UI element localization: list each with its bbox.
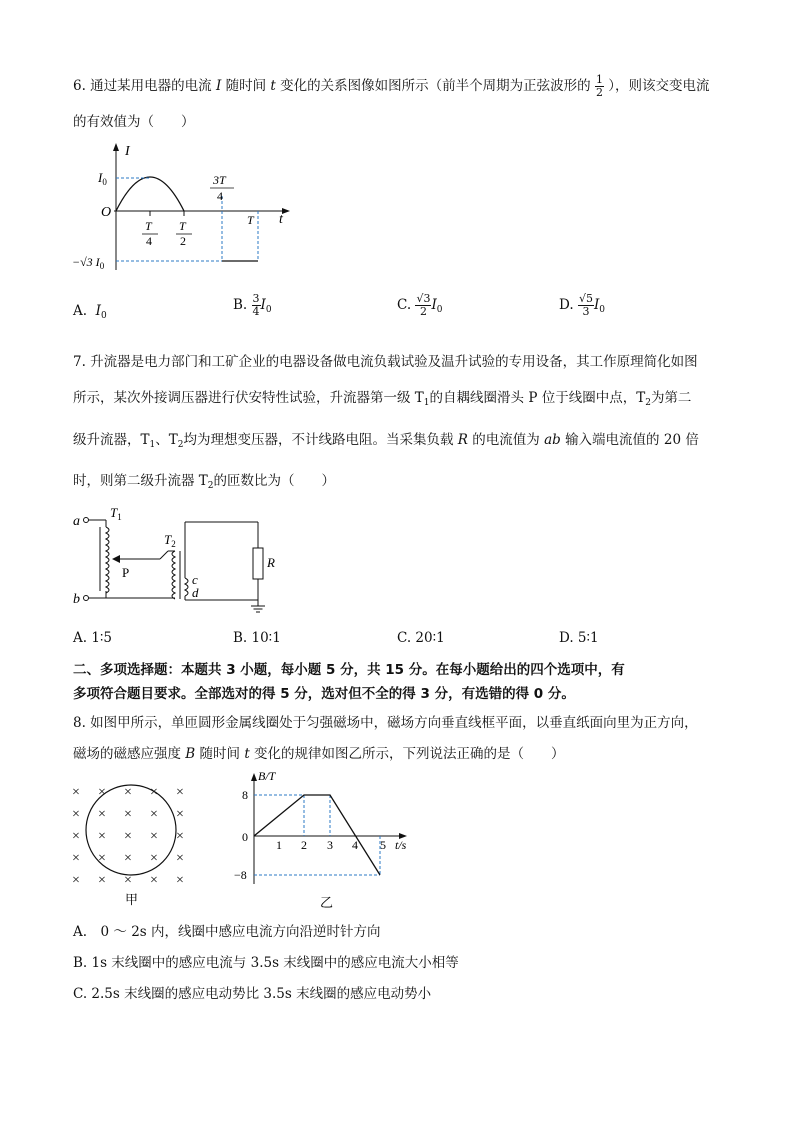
q6-text: ），则该交变电流 xyxy=(608,78,710,94)
q8-magnetic-field-crosses xyxy=(72,785,184,888)
q7-sub: 2 xyxy=(207,481,214,491)
field-cross: × xyxy=(98,807,106,822)
q8-y-arrow xyxy=(251,773,257,781)
q6-option-C-fraction xyxy=(415,293,431,318)
field-cross: × xyxy=(176,785,184,800)
q7-stem-line1: 7. 升流器是电力部门和工矿企业的电器设备做电流负载试验及温升试验的专用设备，其工作原理简化如图 xyxy=(73,354,698,370)
frac-denominator: 2 xyxy=(419,305,427,318)
q8-option-A[interactable]: A. 0 ～ 2s 内，线圈中感应电流方向沿逆时针方向 xyxy=(73,924,381,940)
field-cross: × xyxy=(124,807,132,822)
q7-label-P: P xyxy=(122,565,130,580)
option-sub: 0 xyxy=(100,311,107,321)
q7-sub: 2 xyxy=(177,440,184,450)
q6-origin-label: O xyxy=(101,205,112,220)
q7-label-T1: $T_1$ xyxy=(110,505,122,522)
q7-label-b: b xyxy=(73,592,80,607)
q8-figure-jia xyxy=(68,780,198,910)
field-cross: × xyxy=(150,873,158,888)
q6-stem-line2: 的有效值为（ ） xyxy=(73,114,195,130)
q8-stem-line1: 8. 如图甲所示，单匝圆形金属线圈处于匀强磁场中，磁场方向垂直线框平面，以垂直纸面向里为正方向， xyxy=(73,715,698,731)
q6-option-D[interactable] xyxy=(559,293,605,318)
q7-slider-wire xyxy=(160,551,168,559)
option-letter: B. xyxy=(233,297,248,313)
q8-B-curve xyxy=(254,795,380,875)
q7-T2-primary-coil xyxy=(172,551,175,599)
q7-stem-line4 xyxy=(73,469,335,491)
q6-T-label: T xyxy=(247,213,254,227)
q7-circuit-diagram xyxy=(70,500,280,615)
q6-neg-label: −√3 $I_0$ xyxy=(72,255,105,271)
q7-option-A[interactable]: A. 1∶5 xyxy=(73,630,113,646)
option-sub: 0 xyxy=(599,305,606,315)
q6-axis-I-label: I xyxy=(125,144,130,159)
q6-symbol-t: t xyxy=(270,78,276,94)
q8-text: 随时间 xyxy=(199,746,241,762)
field-cross: × xyxy=(72,873,80,888)
q6-option-B-fraction xyxy=(252,293,261,318)
frac-numerator: √3 xyxy=(416,292,431,305)
q6-fraction-half xyxy=(595,74,604,99)
q6-current-graph xyxy=(70,138,300,278)
q7-T2-secondary-coil xyxy=(185,578,188,596)
q8-text: 变化的规律如图乙所示，下列说法正确的是（ ） xyxy=(254,746,565,762)
q8-x-tick-3: 3 xyxy=(327,838,333,852)
section-2-heading-line1: 二、多项选择题：本题共 3 小题，每小题 5 分，共 15 分。在每小题给出的四个选项中，有 xyxy=(73,662,625,678)
q8-figure-yi xyxy=(228,766,428,912)
q8-figure-yi-caption: 乙 xyxy=(320,895,334,910)
q6-T2-num: T xyxy=(179,219,186,233)
q6-y-arrow xyxy=(113,143,119,151)
field-cross: × xyxy=(150,785,158,800)
q6-option-A[interactable] xyxy=(73,303,107,321)
q7-text: 均为理想变压器，不计线路电阻。当采集负载 xyxy=(183,432,454,448)
q7-slider-arrow xyxy=(112,555,120,563)
q7-text: 、T xyxy=(155,432,178,448)
q7-sub: 2 xyxy=(645,398,651,408)
frac-denominator: 2 xyxy=(595,86,603,99)
q7-option-D[interactable]: D. 5∶1 xyxy=(559,630,599,646)
option-sub: 0 xyxy=(436,305,443,315)
q7-label-R: R xyxy=(267,555,275,570)
field-cross: × xyxy=(124,851,132,866)
field-cross: × xyxy=(150,807,158,822)
q7-stem-line3 xyxy=(73,428,699,450)
q7-option-C[interactable]: C. 20∶1 xyxy=(397,630,445,646)
option-value: I xyxy=(593,297,600,313)
q8-figure-jia-caption: 甲 xyxy=(125,892,139,907)
q8-y-tick-8: 8 xyxy=(242,788,248,802)
option-value: I xyxy=(260,297,266,313)
q6-T4-num: T xyxy=(145,219,152,233)
q7-stem-line2 xyxy=(73,386,691,408)
q8-x-label: t/s xyxy=(395,838,407,852)
q8-y-label: B/T xyxy=(258,769,276,783)
field-cross: × xyxy=(72,851,80,866)
option-sub: 0 xyxy=(265,305,272,315)
q8-x-tick-2: 2 xyxy=(301,838,307,852)
q6-x-arrow xyxy=(282,208,290,214)
field-cross: × xyxy=(72,807,80,822)
frac-denominator: 4 xyxy=(252,305,260,318)
q7-option-B[interactable]: B. 10∶1 xyxy=(233,630,281,646)
q7-terminal-b xyxy=(84,596,89,601)
q7-symbol-ab: ab xyxy=(544,432,561,448)
q8-symbol-t: t xyxy=(244,746,250,762)
field-cross: × xyxy=(72,829,80,844)
frac-numerator: 1 xyxy=(595,73,603,86)
q6-stem-line1 xyxy=(73,74,709,99)
field-cross: × xyxy=(124,829,132,844)
option-value: I xyxy=(431,297,437,313)
q7-label-a: a xyxy=(73,514,80,529)
option-value: I xyxy=(95,303,101,319)
field-cross: × xyxy=(176,851,184,866)
option-letter: C. xyxy=(397,297,412,313)
q8-symbol-B: B xyxy=(185,746,196,762)
q7-T1-coil xyxy=(106,527,109,593)
q7-text: 所示，某次外接调压器进行伏安特性试验，升流器第一级 T xyxy=(73,390,424,406)
field-cross: × xyxy=(176,873,184,888)
section-2-heading-line2: 多项符合题目要求。全部选对的得 5 分，选对但不全的得 3 分，有选错的得 0 分。 xyxy=(73,686,575,702)
q7-text: 的电流值为 xyxy=(472,432,540,448)
field-cross: × xyxy=(72,785,80,800)
q6-option-D-fraction xyxy=(578,293,594,318)
q8-y-tick-neg8: −8 xyxy=(234,868,247,882)
q6-option-C[interactable] xyxy=(397,293,443,318)
q6-option-B[interactable] xyxy=(233,293,272,318)
q8-text: 磁场的磁感应强度 xyxy=(73,746,181,762)
q7-sub: 1 xyxy=(149,440,156,450)
q6-text: 变化的关系图像如图所示（前半个周期为正弦波形的 xyxy=(280,78,591,94)
q7-label-T2: $T_2$ xyxy=(164,532,176,549)
q8-stem-line2 xyxy=(73,742,565,762)
q8-x-tick-4: 4 xyxy=(352,838,358,852)
q6-symbol-I: I xyxy=(215,78,222,94)
q7-text: 时，则第二级升流器 T xyxy=(73,473,208,489)
q8-origin-label: 0 xyxy=(242,830,248,844)
q7-label-c: c xyxy=(192,572,198,587)
field-cross: × xyxy=(98,851,106,866)
field-cross: × xyxy=(98,829,106,844)
q7-label-d: d xyxy=(192,585,199,600)
q6-T4-den: 4 xyxy=(146,234,152,248)
q7-sub: 1 xyxy=(423,398,430,408)
field-cross: × xyxy=(176,829,184,844)
q7-text: 的自耦线圈滑头 P 位于线圈中点，T xyxy=(429,390,646,406)
q6-3T4-den: 4 xyxy=(217,189,223,203)
field-cross: × xyxy=(124,873,132,888)
q7-text: 的匝数比为（ ） xyxy=(213,473,336,489)
frac-numerator: √5 xyxy=(578,292,593,305)
q8-x-tick-1: 1 xyxy=(276,838,282,852)
field-cross: × xyxy=(124,785,132,800)
field-cross: × xyxy=(98,785,106,800)
q8-x-tick-5: 5 xyxy=(380,838,386,852)
field-cross: × xyxy=(150,829,158,844)
q6-I0-label: $I_0$ xyxy=(98,170,107,187)
q6-3T4-num: 3T xyxy=(213,173,226,187)
q7-text: 输入端电流值的 20 倍 xyxy=(565,432,699,448)
q8-option-B[interactable]: B. 1s 末线圈中的感应电流与 3.5s 末线圈中的感应电流大小相等 xyxy=(73,955,459,971)
q6-sine-curve xyxy=(116,177,184,211)
q7-symbol-R: R xyxy=(457,432,468,448)
q7-text: 级升流器，T xyxy=(73,432,150,448)
q7-resistor-R xyxy=(253,548,263,579)
field-cross: × xyxy=(98,873,106,888)
q7-text: 为第二 xyxy=(650,390,692,406)
option-letter: D. xyxy=(559,297,574,313)
q7-terminal-a xyxy=(84,518,89,523)
frac-denominator: 3 xyxy=(582,305,590,318)
q6-axis-t-label: t xyxy=(279,212,283,227)
q6-T2-den: 2 xyxy=(180,234,186,248)
q6-text: 随时间 xyxy=(225,78,267,94)
option-letter: A. xyxy=(73,303,88,319)
field-cross: × xyxy=(176,807,184,822)
frac-numerator: 3 xyxy=(252,292,260,305)
field-cross: × xyxy=(150,851,158,866)
q6-text: 6. 通过某用电器的电流 xyxy=(73,78,212,94)
q8-option-C[interactable]: C. 2.5s 末线圈的感应电动势比 3.5s 末线圈的感应电动势小 xyxy=(73,986,432,1002)
